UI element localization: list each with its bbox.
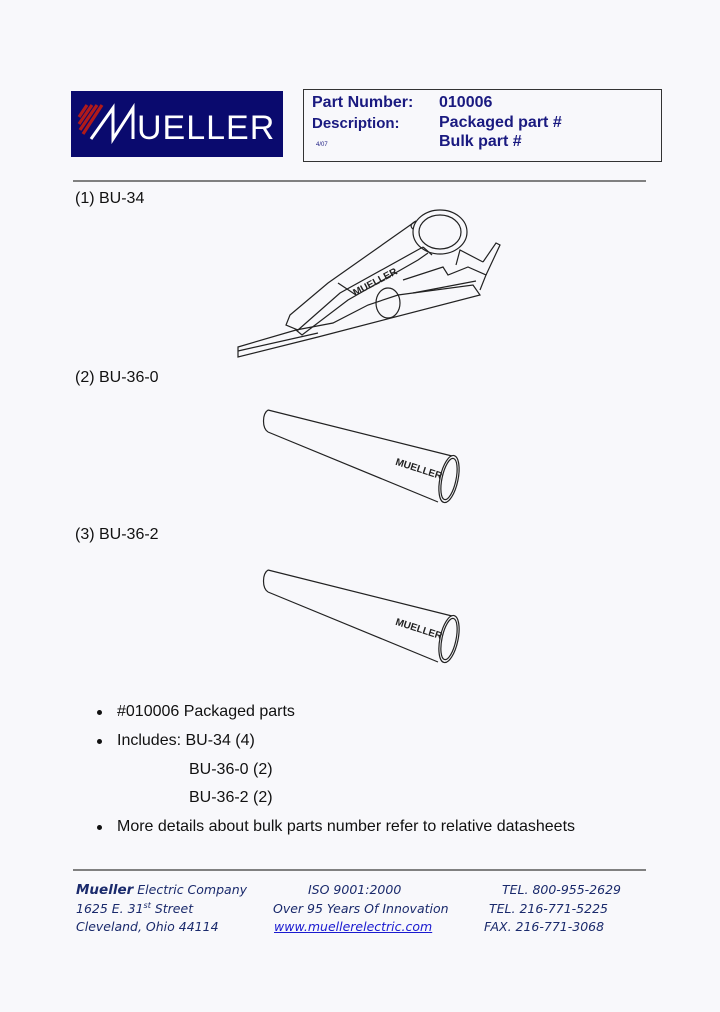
insulator-boot-icon: [262, 568, 472, 668]
mueller-logo: [71, 91, 283, 157]
insulator-boot-illustration-1: [262, 408, 472, 513]
website-link[interactable]: www.muellerelectric.com: [274, 919, 433, 934]
bullet-icon: [97, 710, 102, 715]
svg-text:UELLER: UELLER: [137, 109, 276, 147]
bullet-item-1: #010006 Packaged parts: [117, 703, 295, 720]
component-caption-1: (1) BU-34: [75, 190, 145, 207]
description-line-1: Packaged part #: [439, 114, 562, 131]
svg-text:MUELLER: MUELLER: [393, 456, 444, 483]
phone-local: TEL. 216-771-5225: [489, 901, 608, 916]
alligator-clip-icon: [228, 205, 508, 365]
part-number-label: Part Number:: [312, 94, 414, 111]
insulator-boot-illustration-2: [262, 568, 472, 673]
phone-tollfree: TEL. 800-955-2629: [502, 882, 621, 897]
part-info-box: [303, 89, 662, 162]
mueller-logo-icon: [71, 91, 283, 157]
bullet-item-3: More details about bulk parts number refer to relative datasheets: [117, 818, 576, 835]
component-caption-2: (2) BU-36-0: [75, 369, 159, 386]
alligator-clip-illustration: [228, 205, 508, 370]
bullet-icon: [97, 825, 102, 830]
bullet-icon: [97, 739, 102, 744]
revision-code: 4/07: [316, 142, 328, 148]
company-name: Mueller Electric Company: [76, 882, 248, 898]
description-label: Description:: [312, 115, 400, 132]
fax-number: FAX. 216-771-3068: [484, 919, 605, 934]
bullet-item-2: Includes: BU-34 (4): [117, 732, 255, 749]
description-line-2: Bulk part #: [439, 133, 522, 150]
company-tagline: Over 95 Years Of Innovation: [273, 901, 449, 916]
company-address: 1625 E. 31st Street: [76, 901, 194, 917]
svg-text:MUELLER: MUELLER: [393, 616, 444, 643]
footer-divider: [73, 869, 646, 871]
svg-text:MUELLER: MUELLER: [351, 266, 400, 299]
part-number-value: 010006: [439, 94, 493, 111]
insulator-boot-icon: [262, 408, 472, 508]
iso-certification: ISO 9001:2000: [308, 882, 402, 897]
bullet-item-2-sub-2: BU-36-2 (2): [189, 789, 273, 806]
header-divider: [73, 180, 646, 182]
bullet-item-2-sub-1: BU-36-0 (2): [189, 761, 273, 778]
website-link-wrap: [274, 919, 432, 934]
company-city: Cleveland, Ohio 44114: [76, 919, 219, 934]
component-caption-3: (3) BU-36-2: [75, 526, 159, 543]
